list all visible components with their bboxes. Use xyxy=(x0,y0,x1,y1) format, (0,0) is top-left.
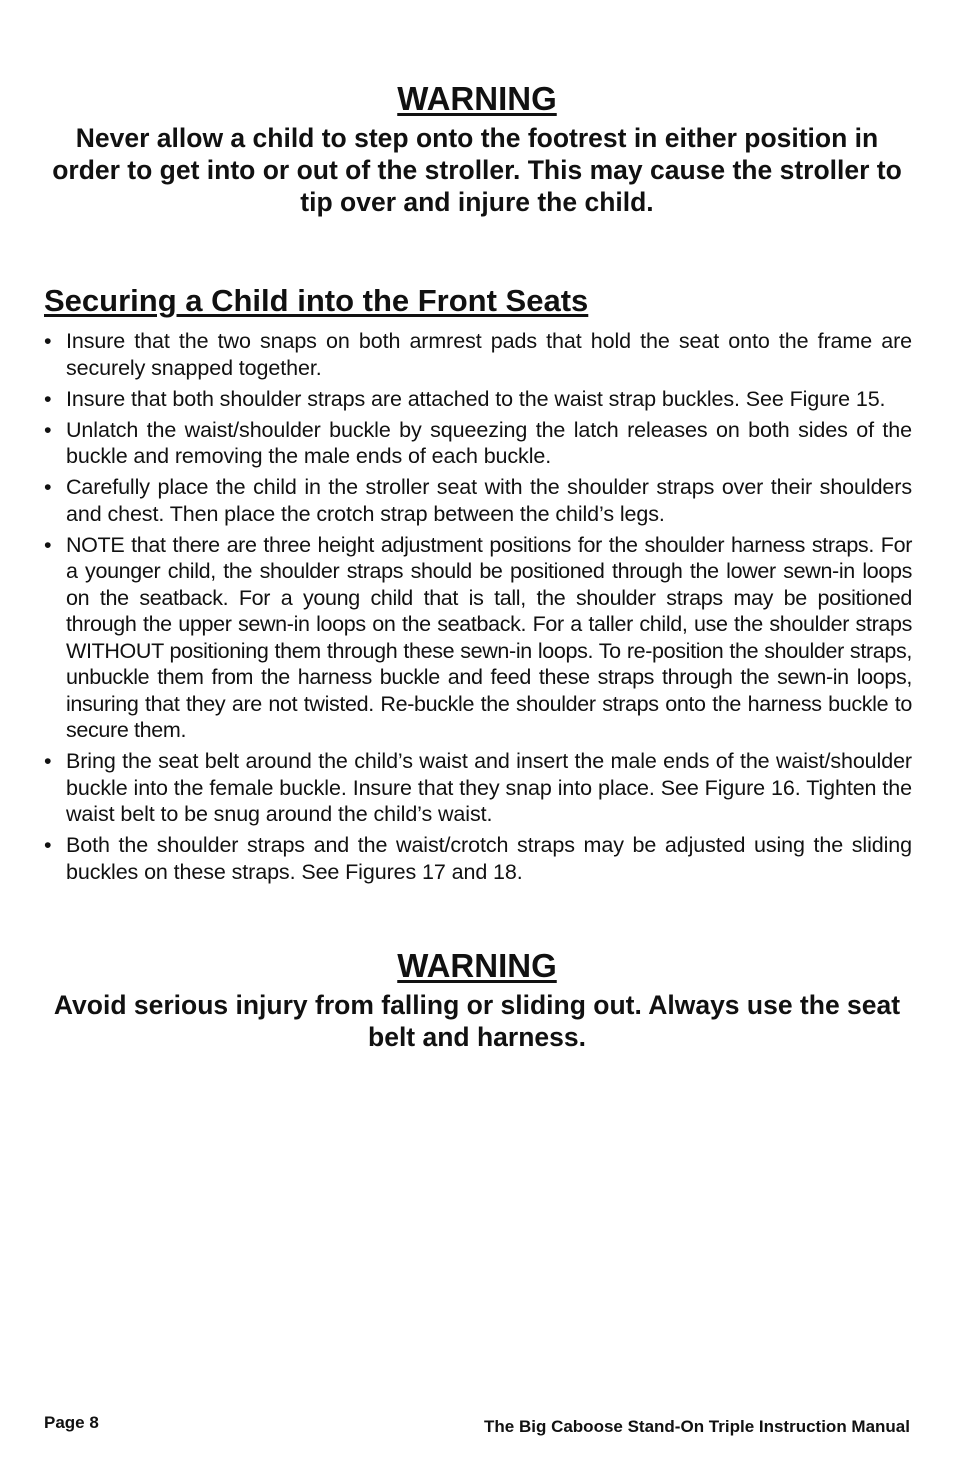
warning-heading: WARNING xyxy=(397,947,557,984)
manual-title: The Big Caboose Stand-On Triple Instruction Manual xyxy=(484,1417,910,1436)
instruction-item: • Insure that the two snaps on both armrest pads that hold the seat onto the frame are securely snapped together. xyxy=(44,328,912,381)
section-title: Securing a Child into the Front Seats xyxy=(44,283,589,318)
warning-text: Avoid serious injury from falling or sliding out. Always use the seat belt and harness. xyxy=(53,990,901,1052)
instruction-item-note: • NOTE that there are three height adjustment positions for the shoulder harness straps. For a younger child, the shoulder straps should be positioned through the lower sewn-in loops on the seatback. For a young child that is tall, the shoulder straps may be positioned through the upper sewn-in loops on the seatback. For a taller child, use the shoulder straps WITHOUT positioning them through these sewn-in loops. To re-position the shoulder straps, unbuckle them from the harness buckle and feed these straps through the sewn-in loops, insuring that they are not twisted. Re-buckle the shoulder straps onto the harness buckle to secure them. xyxy=(44,532,912,744)
warning-text: Never allow a child to step onto the footrest in either position in order to get into or out of the stroller. This may cause the stroller to tip over and injure the child. xyxy=(52,123,902,217)
instruction-item: • Carefully place the child in the stroller seat with the shoulder straps over their shoulders and chest. Then place the crotch strap between the child’s legs. xyxy=(44,474,912,527)
instruction-list xyxy=(44,328,912,890)
instruction-item: • Both the shoulder straps and the waist/crotch straps may be adjusted using the sliding buckles on these straps. See Figures 17 and 18. xyxy=(44,832,912,885)
page-number: Page 8 xyxy=(44,1413,99,1432)
warning-block-footrest xyxy=(40,80,914,218)
instruction-item: • Unlatch the waist/shoulder buckle by squeezing the latch releases on both sides of the buckle and removing the male ends of each buckle. xyxy=(44,417,912,470)
warning-heading: WARNING xyxy=(397,80,557,117)
instruction-item: • Insure that both shoulder straps are attached to the waist strap buckles. See Figure 15. xyxy=(44,386,912,413)
instruction-item: • Bring the seat belt around the child’s waist and insert the male ends of the waist/shoulder buckle into the female buckle. Insure that they snap into place. See Figure 16. Tighten the waist belt to be snug around the child’s waist. xyxy=(44,748,912,828)
warning-block-seatbelt xyxy=(40,947,914,1053)
